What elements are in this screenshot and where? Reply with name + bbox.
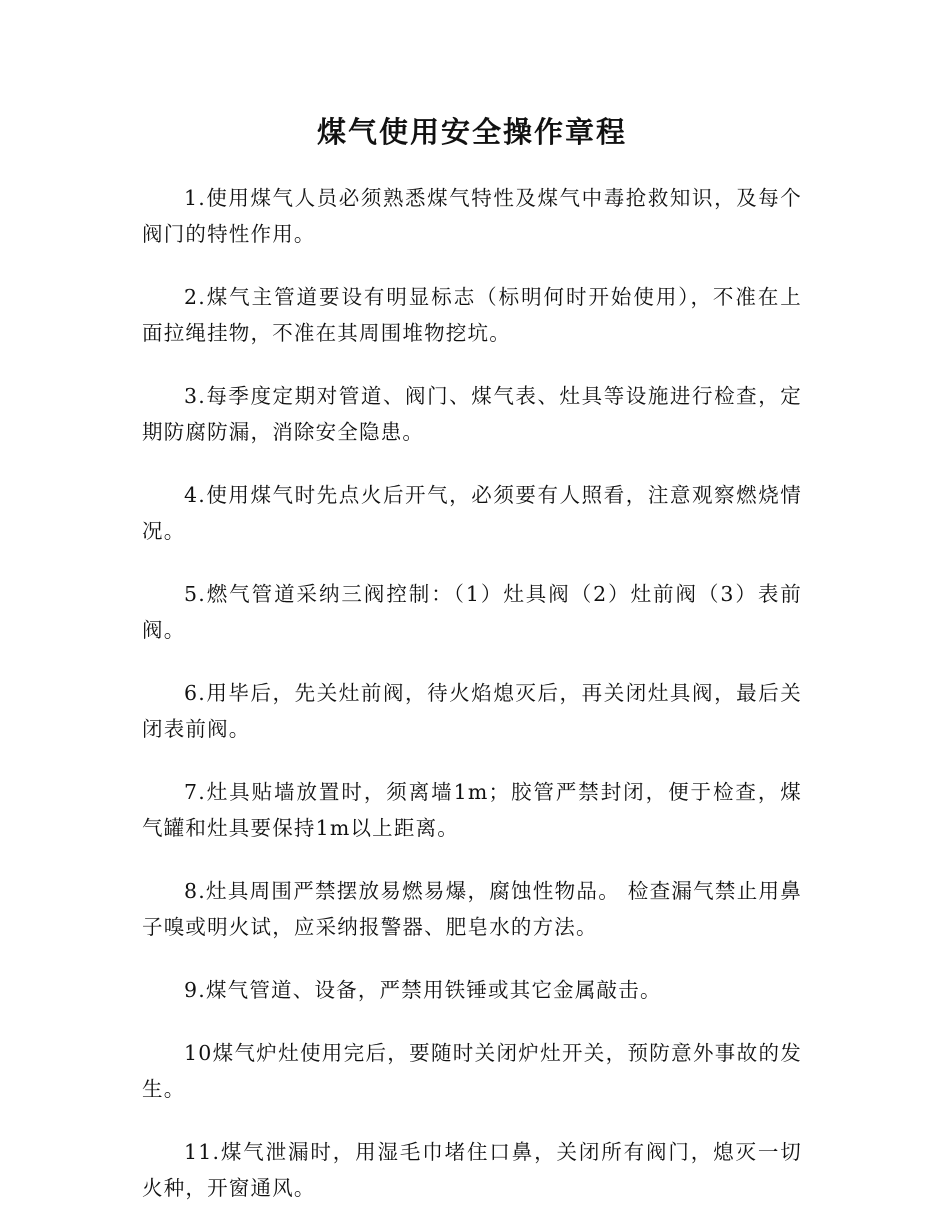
rule-item-1: 1.使用煤气人员必须熟悉煤气特性及煤气中毒抢救知识，及每个阀门的特性作用。 [142, 186, 802, 246]
rules-list [142, 180, 802, 1206]
rule-item-2: 2.煤气主管道要设有明显标志（标明何时开始使用），不准在上面拉绳挂物，不准在其周围堆物挖坑。 [142, 285, 802, 345]
rule-item-11: 11.煤气泄漏时，用湿毛巾堵住口鼻，关闭所有阀门，熄灭一切火种，开窗通风。 [142, 1140, 802, 1200]
rule-item-10: 10煤气炉灶使用完后，要随时关闭炉灶开关，预防意外事故的发生。 [142, 1041, 802, 1101]
rule-item-9: 9.煤气管道、设备，严禁用铁锤或其它金属敲击。 [184, 978, 662, 1002]
rule-item-8: 8.灶具周围严禁摆放易燃易爆，腐蚀性物品。 检查漏气禁止用鼻子嗅或明火试，应采纳报警器、肥皂水的方法。 [142, 879, 802, 939]
rule-item-4: 4.使用煤气时先点火后开气，必须要有人照看，注意观察燃烧情况。 [142, 483, 802, 543]
rule-item-3: 3.每季度定期对管道、阀门、煤气表、灶具等设施进行检查，定期防腐防漏，消除安全隐患。 [142, 384, 802, 444]
document-title: 煤气使用安全操作章程 [316, 115, 627, 149]
rule-item-7: 7.灶具贴墙放置时，须离墙1m；胶管严禁封闭，便于检查，煤气罐和灶具要保持1m以上距离。 [142, 780, 802, 840]
rule-item-6: 6.用毕后，先关灶前阀，待火焰熄灭后，再关闭灶具阀，最后关闭表前阀。 [142, 681, 802, 741]
rule-item-5: 5.燃气管道采纳三阀控制：（1）灶具阀（2）灶前阀（3）表前阀。 [142, 582, 802, 642]
